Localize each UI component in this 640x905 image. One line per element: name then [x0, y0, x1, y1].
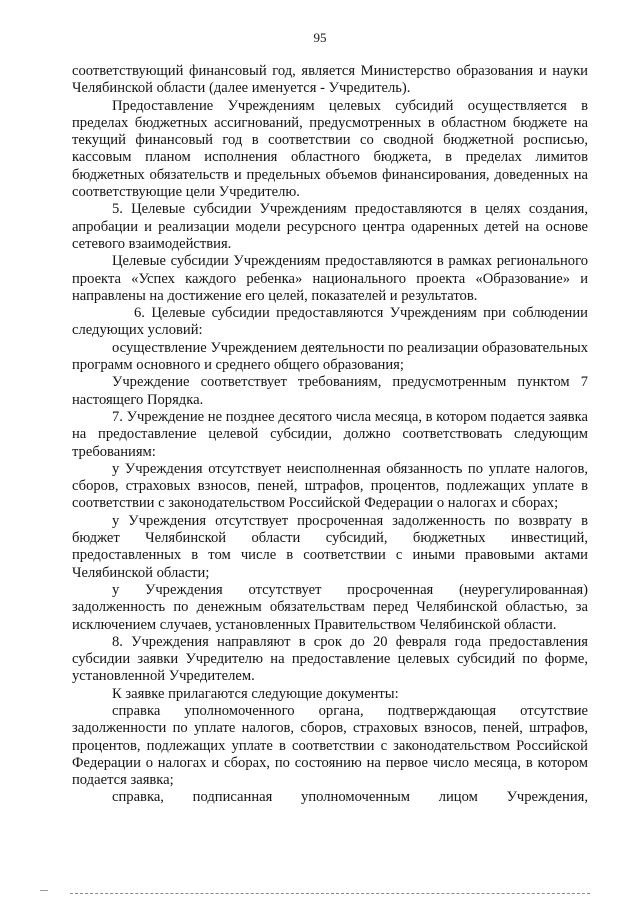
paragraph: К заявке прилагаются следующие документы: [112, 685, 399, 702]
paragraph: Учреждение соответствует требованиям, предусмотренным пунктом 7 настоящего Порядка. [72, 374, 588, 408]
scan-edge-mark [40, 890, 48, 895]
paragraph: у Учреждения отсутствует просроченная (неурегулированная) задолженность по денежным обязательствам перед Челябинской областью, за исключением случаев, установленных Правительством Челябинской области. [72, 581, 588, 633]
document-body [72, 63, 588, 807]
paragraph: у Учреждения отсутствует просроченная задолженность по возврату в бюджет Челябинской области субсидий, бюджетных инвестиций, предоставленных в том числе в соответствии с иными правовыми актами Челябинской области; [72, 512, 588, 581]
paragraph: Целевые субсидии Учреждениям предоставляются в рамках регионального проекта «Успех каждого ребенка» национального проекта «Образование» и направлены на достижение его целей, показателей и результатов. [72, 253, 588, 304]
paragraph: Предоставление Учреждениям целевых субсидий осуществляется в пределах бюджетных ассигнований, предусмотренных в областном бюджете на текущий финансовый год в соответствии со сводной бюджетной росписью, кассовым планом исполнения областного бюджета, в пределах лимитов бюджетных обязательств и предельных объемов финансирования, доведенных на соответствующие цели Учредителю. [72, 97, 588, 201]
paragraph: справка уполномоченного органа, подтверждающая отсутствие задолженности по уплате налогов, сборов, страховых взносов, пеней, штрафов, процентов, подлежащих уплате в соответствии с законодательством Российской Федерации о налогах и сборах, по состоянию на первое число месяца, в котором подается заявка; [72, 702, 588, 789]
paragraph: 8. Учреждения направляют в срок до 20 февраля года предоставления субсидии заявки Учредителю на предоставление целевых субсидий по форме, установленной Учредителем. [72, 633, 588, 685]
paragraph: у Учреждения отсутствует неисполненная обязанность по уплате налогов, сборов, страховых взносов, пеней, штрафов, процентов, подлежащих уплате в соответствии с законодательством Российской Федерации о налогах и сборах; [72, 460, 588, 512]
paragraph: соответствующий финансовый год, является Министерство образования и науки Челябинской области (далее именуется - Учредитель). [72, 63, 588, 97]
paragraph: 7. Учреждение не позднее десятого числа месяца, в котором подается заявка на предоставление целевой субсидии, должно соответствовать следующим требованиям: [72, 408, 588, 460]
scan-bottom-rule [70, 893, 590, 894]
paragraph: 6. Целевые субсидии предоставляются Учреждениям при соблюдении следующих условий: [72, 305, 588, 339]
page-number: 95 [313, 30, 327, 45]
paragraph: справка, подписанная уполномоченным лицом Учреждения, [112, 789, 588, 806]
paragraph: 5. Целевые субсидии Учреждениям предоставляются в целях создания, апробации и реализации модели ресурсного центра одаренных детей на основе сетевого взаимодействия. [72, 201, 588, 252]
paragraph: осуществление Учреждением деятельности по реализации образовательных программ основного и среднего общего образования; [72, 339, 588, 374]
